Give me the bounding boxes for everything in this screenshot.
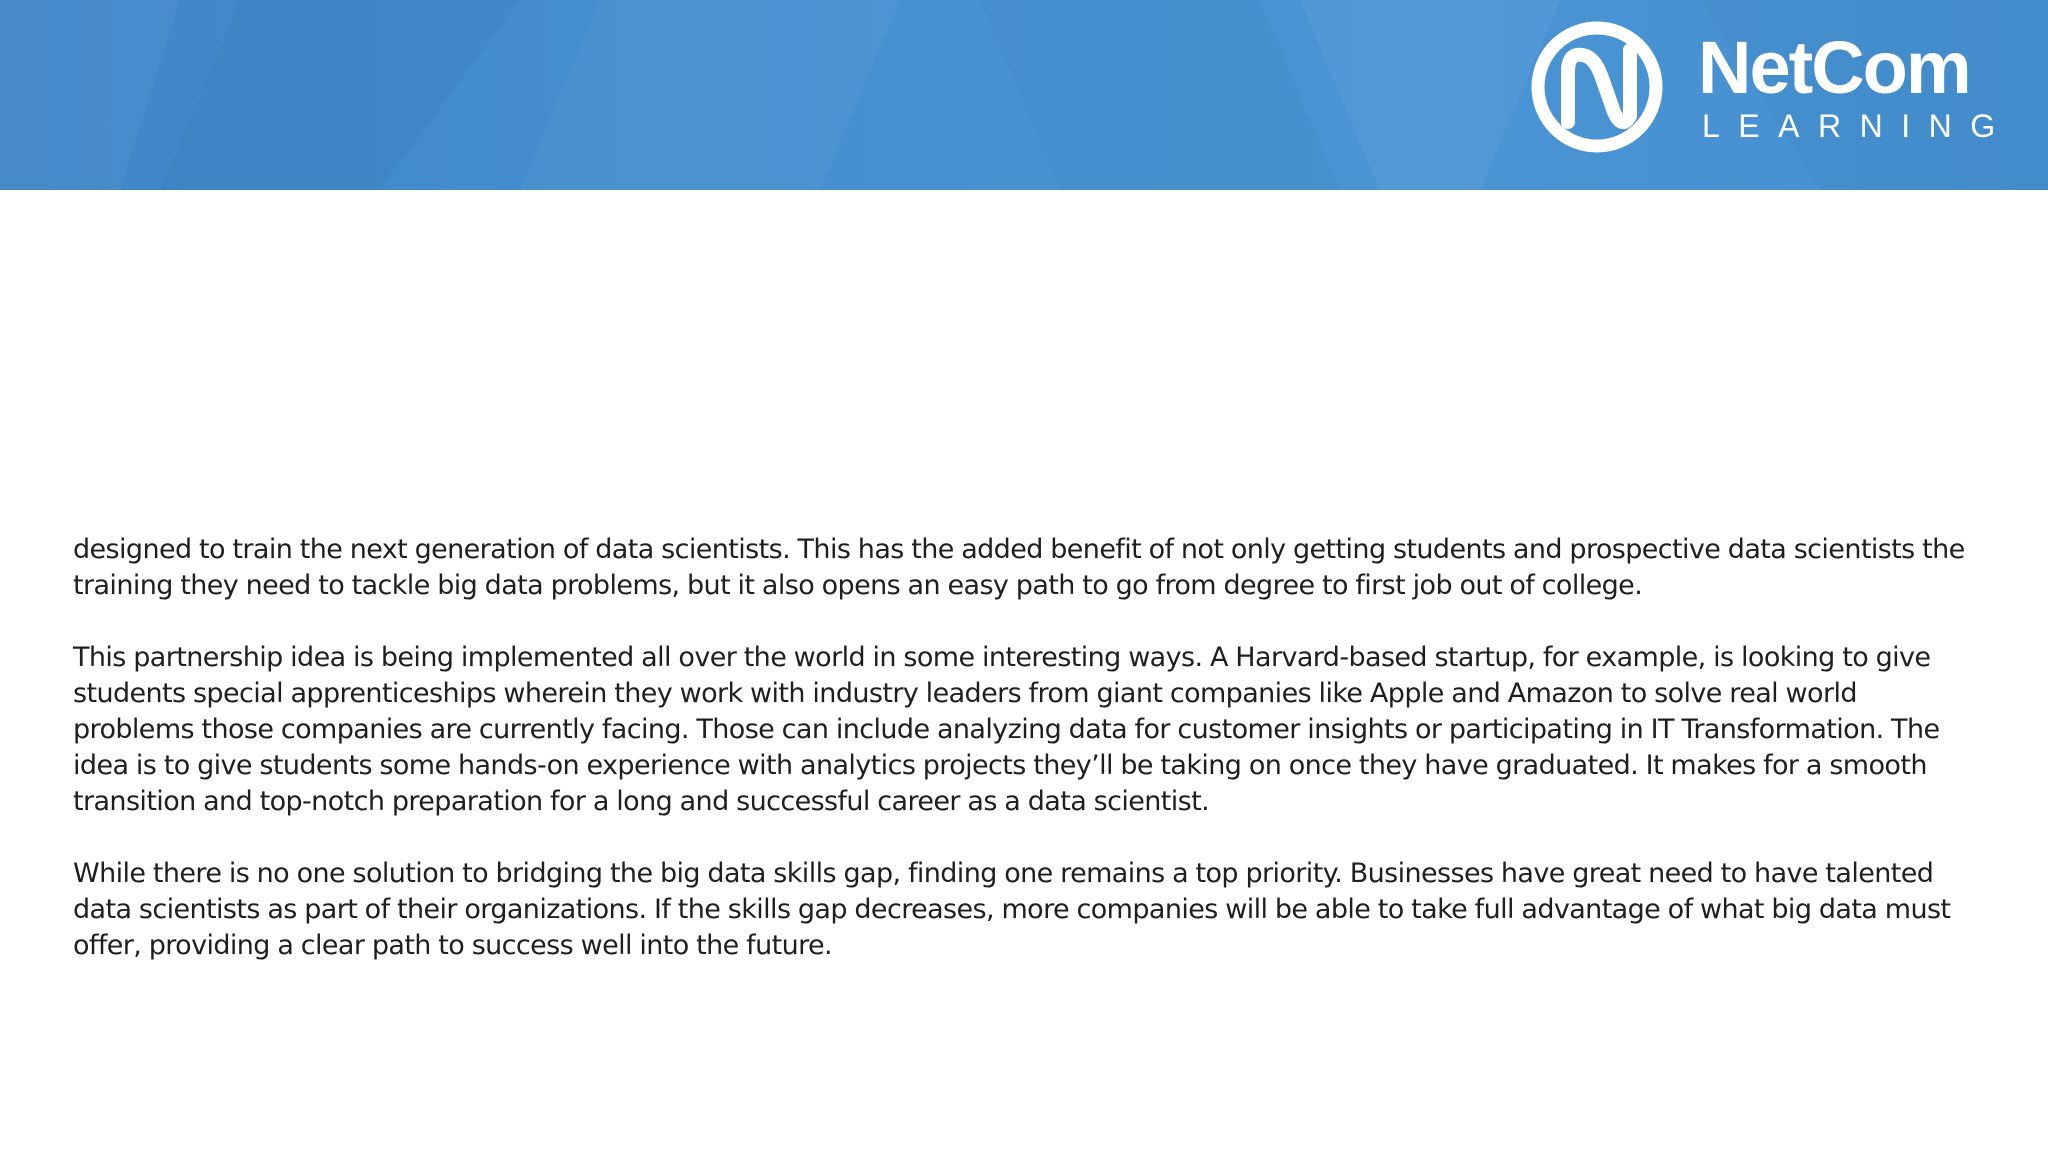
brand-name: NetCom bbox=[1698, 26, 1970, 109]
paragraph-1: designed to train the next generation of data scientists. This has the added benefit of not only getting students and prospective data scientists the training they need to tackle big data problems, but it also opens an easy path to go from degree to first job out of college. bbox=[73, 534, 1965, 601]
brand-tagline: LEARNING bbox=[1702, 108, 2014, 144]
netcom-logo bbox=[1530, 20, 2014, 155]
paragraph-3: While there is no one solution to bridging the big data skills gap, finding one remains a top priority. Businesses have great need to have talented data scientists as part of their organizations. If the skills gap decreases, more companies will be able to take full advantage of what big data must offer, providing a clear path to success well into the future. bbox=[73, 858, 1951, 961]
header-banner bbox=[0, 0, 2048, 190]
article-body bbox=[73, 532, 1978, 964]
paragraph-2: This partnership idea is being implemented all over the world in some interesting ways. A Harvard-based startup, for example, is looking to give students special apprenticeships wherein they work with industry leaders from giant companies like Apple and Amazon to solve real world problems those companies are currently facing. Those can include analyzing data for customer insights or participating in IT Transformation. The idea is to give students some hands-on experience with analytics projects they’ll be taking on once they have graduated. It makes for a smooth transition and top-notch preparation for a long and successful career as a data scientist. bbox=[73, 642, 1940, 817]
netcom-n-circle-icon bbox=[1530, 20, 1664, 154]
